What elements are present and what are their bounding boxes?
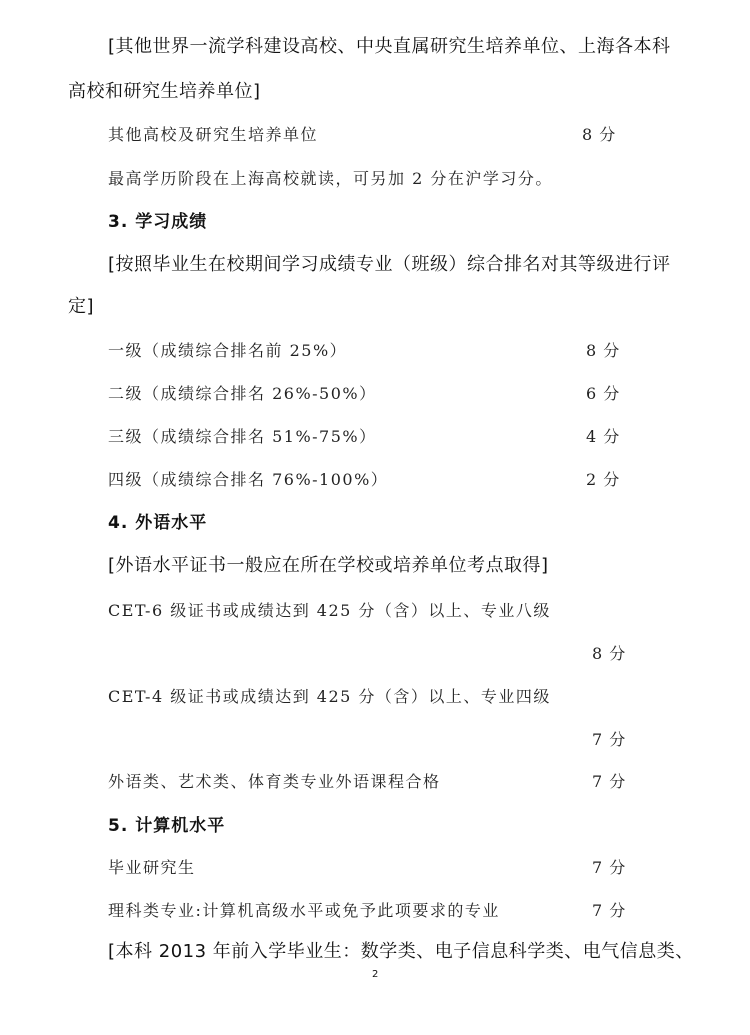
language-item-score: 8 分 [592,644,627,663]
grade-row-label: 三级（成绩综合排名 51%-75%） [108,427,377,446]
language-item-score: 7 分 [592,730,627,749]
grade-row-label: 二级（成绩综合排名 26%-50%） [108,384,377,403]
academic-note-line-1: [按照毕业生在校期间学习成绩专业（班级）综合排名对其等级进行评 [108,254,671,275]
category-note-line-2: 高校和研究生培养单位] [68,81,261,102]
computer-item-score: 7 分 [592,901,627,920]
grade-row-score: 8 分 [586,341,621,360]
computer-item-label: 毕业研究生 [108,858,196,877]
other-schools-label: 其他高校及研究生培养单位 [108,125,319,144]
language-note: [外语水平证书一般应在所在学校或培养单位考点取得] [108,555,549,576]
computer-note-partial: [本科 2013 年前入学毕业生：数学类、电子信息科学类、电气信息类、 [108,941,694,962]
section-heading-language: 4. 外语水平 [108,513,208,533]
grade-row-label: 四级（成绩综合排名 76%-100%） [108,470,389,489]
language-item-label: 外语类、艺术类、体育类专业外语课程合格 [108,772,441,791]
computer-item-score: 7 分 [592,858,627,877]
category-note-line-1: [其他世界一流学科建设高校、中央直属研究生培养单位、上海各本科 [108,36,671,57]
grade-row-score: 4 分 [586,427,621,446]
grade-row-label: 一级（成绩综合排名前 25%） [108,341,348,360]
section-heading-computer: 5. 计算机水平 [108,816,226,836]
grade-row-score: 6 分 [586,384,621,403]
page-number: 2 [372,969,379,980]
language-item-label: CET-4 级证书或成绩达到 425 分（含）以上、专业四级 [108,687,551,706]
other-schools-score: 8 分 [582,125,617,144]
shanghai-bonus-note: 最高学历阶段在上海高校就读，可另加 2 分在沪学习分。 [108,169,553,188]
section-heading-academic: 3. 学习成绩 [108,212,208,232]
language-item-score: 7 分 [592,772,627,791]
language-item-label: CET-6 级证书或成绩达到 425 分（含）以上、专业八级 [108,601,551,620]
academic-note-line-2: 定] [68,296,95,317]
grade-row-score: 2 分 [586,470,621,489]
computer-item-label: 理科类专业:计算机高级水平或免予此项要求的专业 [108,901,500,920]
